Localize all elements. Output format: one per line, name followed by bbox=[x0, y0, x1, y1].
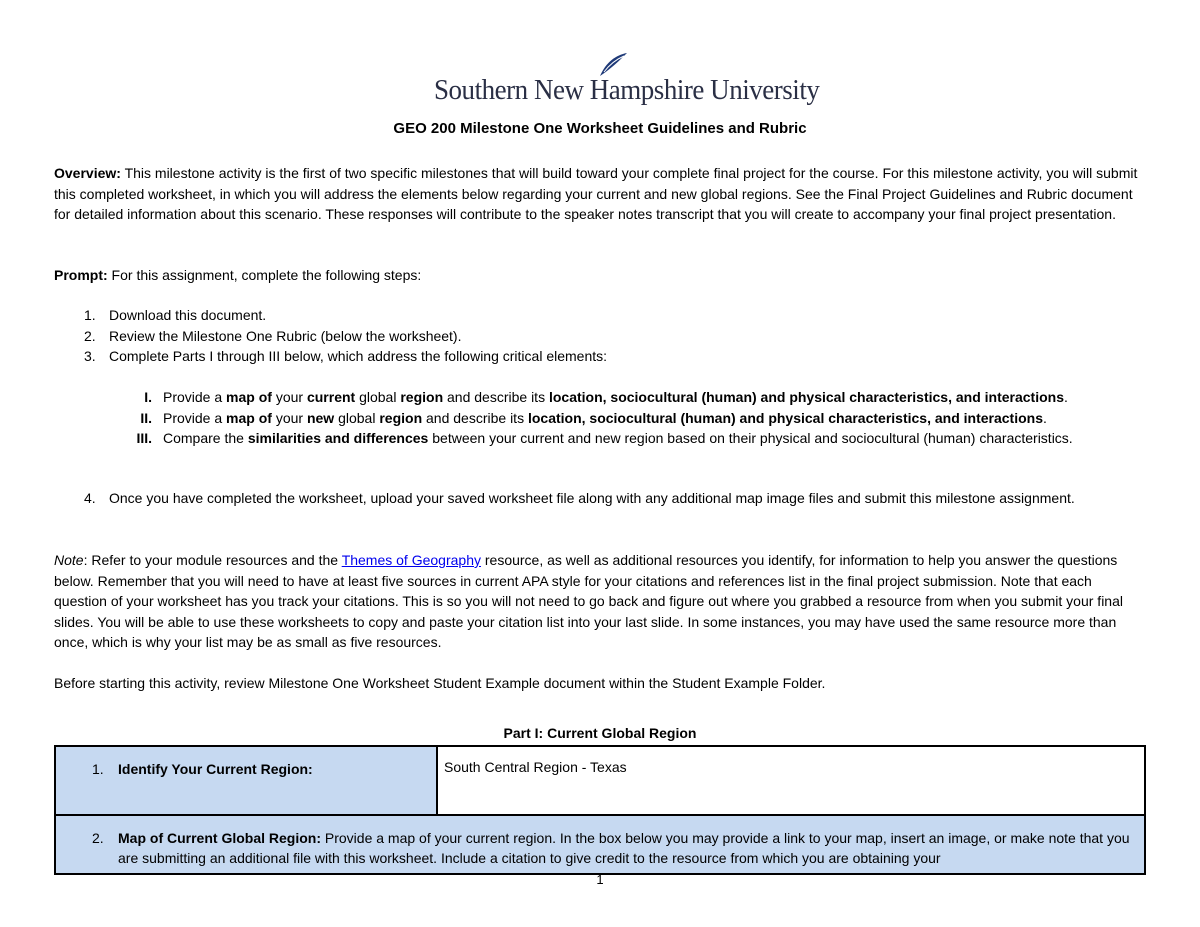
question-cell: 1. Identify Your Current Region: bbox=[55, 746, 437, 815]
themes-of-geography-link[interactable]: Themes of Geography bbox=[341, 552, 481, 568]
map-question-cell: 2. Map of Current Global Region: Provide a map of your current region. In the box below you may provide a link to your map, insert an image, or make note that you are submitting an additional file with this worksheet. Include a citation to give credit to the resource from which you are obtaining your bbox=[55, 815, 1145, 874]
critical-elements-list bbox=[132, 387, 1132, 449]
list-item: III. Compare the similarities and differences between your current and new region based on their physical and sociocultural (human) characteristics. bbox=[136, 430, 1073, 446]
university-logo bbox=[434, 52, 820, 108]
list-item: II. Provide a map of your new global region and describe its location, sociocultural (human) and physical characteristics, and interactions. bbox=[140, 409, 1047, 426]
page-title: GEO 200 Milestone One Worksheet Guidelines and Rubric bbox=[393, 120, 807, 137]
identify-region-label: Identify Your Current Region: bbox=[118, 761, 313, 777]
map-label: Map of Current Global Region: bbox=[118, 830, 321, 846]
list-item: 4. Once you have completed the worksheet, upload your saved worksheet file along with any additional map image files and submit this milestone assignment. bbox=[84, 490, 1075, 506]
prompt-paragraph bbox=[54, 265, 1144, 286]
logo-text: Southern New Hampshire University bbox=[434, 74, 820, 106]
before-paragraph: Before starting this activity, review Milestone One Worksheet Student Example document within the Student Example Folder. bbox=[54, 675, 826, 691]
prompt-text: For this assignment, complete the following steps: bbox=[107, 267, 422, 283]
current-region-answer-field[interactable]: South Central Region - Texas bbox=[437, 746, 1145, 815]
note-label: Note bbox=[54, 552, 84, 568]
steps-list bbox=[84, 305, 607, 367]
list-item: 2. Review the Milestone One Rubric (below the worksheet). bbox=[84, 327, 462, 344]
overview-paragraph bbox=[54, 163, 1144, 225]
prompt-label: Prompt: bbox=[54, 267, 108, 283]
page-number: 1 bbox=[596, 872, 604, 887]
note-paragraph: Note: Refer to your module resources and the Themes of Geography resource, as well as additional resources you identify, for information to help you answer the questions below. Remember that you will need to have at least five sources in current APA style for your citations and references list in the final project submission. Note that each question of your worksheet has you track your citations. This is so you will not need to go back and figure out where you grabbed a resource from when you submit your final slides. You will be able to use these worksheets to copy and paste your citation list into your last slide. In some instances, you may have used the same resource more than once, which is why your list may be as small as five resources. bbox=[54, 552, 1123, 650]
overview-text: This milestone activity is the first of two specific milestones that will build toward your complete final project for the course. For this milestone activity, you will submit this completed worksheet, in which you will address the elements below regarding your current and new global regions. See the Final Project Guidelines and Rubric document for detailed information about this scenario. These responses will contribute to the speaker notes transcript that you will create to accompany your final project presentation. bbox=[54, 165, 1138, 222]
list-item: I. Provide a map of your current global region and describe its location, sociocultural (human) and physical characteristics, and interactions. bbox=[144, 389, 1068, 405]
current-region-table bbox=[54, 745, 1146, 875]
list-item: 3. Complete Parts I through III below, which address the following critical elements: bbox=[84, 348, 608, 364]
part-one-title: Part I: Current Global Region bbox=[503, 725, 697, 741]
list-item: 1. Download this document. bbox=[84, 307, 267, 323]
overview-label: Overview: bbox=[54, 165, 121, 181]
